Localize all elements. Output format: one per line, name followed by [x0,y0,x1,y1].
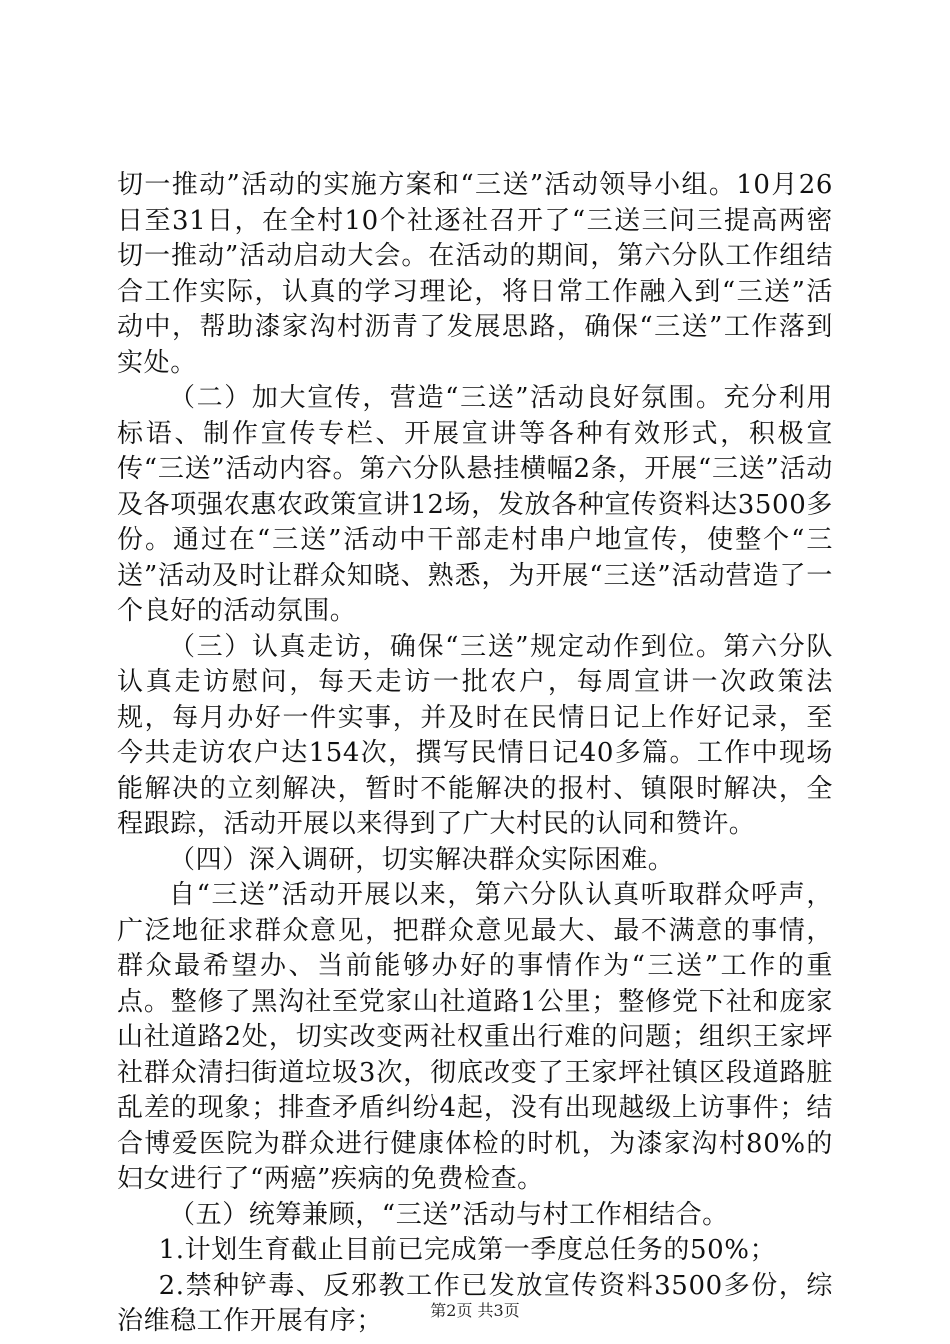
paragraph-publicity: （二）加大宣传，营造“三送”活动良好氛围。充分利用标语、制作宣传专栏、开展宣讲等各种有效形式，积极宣传“三送”活动内容。第六分队悬挂横幅2条，开展“三送”活动及各项强农惠农政策宣讲12场，发放各种宣传资料达3500多份。通过在“三送”活动中干部走村串户地宣传，使整个“三送”活动及时让群众知晓、熟悉，为开展“三送”活动营造了一个良好的活动氛围。 [117,383,833,626]
paragraph-research-detail: 自“三送”活动开展以来，第六分队认真听取群众呼声，广泛地征求群众意见，把群众意见最大、最不满意的事情，群众最希望办、当前能够办好的事情作为“三送”工作的重点。整修了黑沟社至党家山社道路1公里；整修党下社和庞家山社道路2处，切实改变两社权重出行难的问题；组织王家坪社群众清扫街道垃圾3次，彻底改变了王家坪社镇区段道路脏乱差的现象；排查矛盾纠纷4起，没有出现越级上访事件；结合博爱医院为群众进行健康体检的时机，为漆家沟村80%的妇女进行了“两癌”疾病的免费检查。 [117,880,833,1194]
paragraph-activity-plan: 切一推动”活动的实施方案和“三送”活动领导小组。10月26日至31日，在全村10个社逐社召开了“三送三问三提高两密切一推动”活动启动大会。在活动的期间，第六分队工作组结合工作实际，认真的学习理论，将日常工作融入到“三送”活动中，帮助漆家沟村沥青了发展思路，确保“三送”工作落到实处。 [117,170,833,378]
paragraph-coordination-heading: （五）统筹兼顾，“三送”活动与村工作相结合。 [169,1199,729,1230]
page-number-footer: 第2页 共3页 [430,1301,520,1320]
paragraph-research-heading: （四）深入调研，切实解决群众实际困难。 [169,844,675,875]
paragraph-visits: （三）认真走访，确保“三送”规定动作到位。第六分队认真走访慰问，每天走访一批农户，每周宣讲一次政策法规，每月办好一件实事，并及时在民情日记上作好记录，至今共走访农户达154次，撰写民情日记40多篇。工作中现场能解决的立刻解决，暂时不能解决的报村、镇限时解决，全程跟踪，活动开展以来得到了广大村民的认同和赞许。 [117,631,833,839]
list-item-drug-control: 2.禁种铲毒、反邪教工作已发放宣传资料3500多份，综治维稳工作开展有序； [117,1270,833,1336]
document-body [117,168,833,1340]
list-item-family-planning: 1.计划生育截止目前已完成第一季度总任务的50%； [158,1235,777,1265]
